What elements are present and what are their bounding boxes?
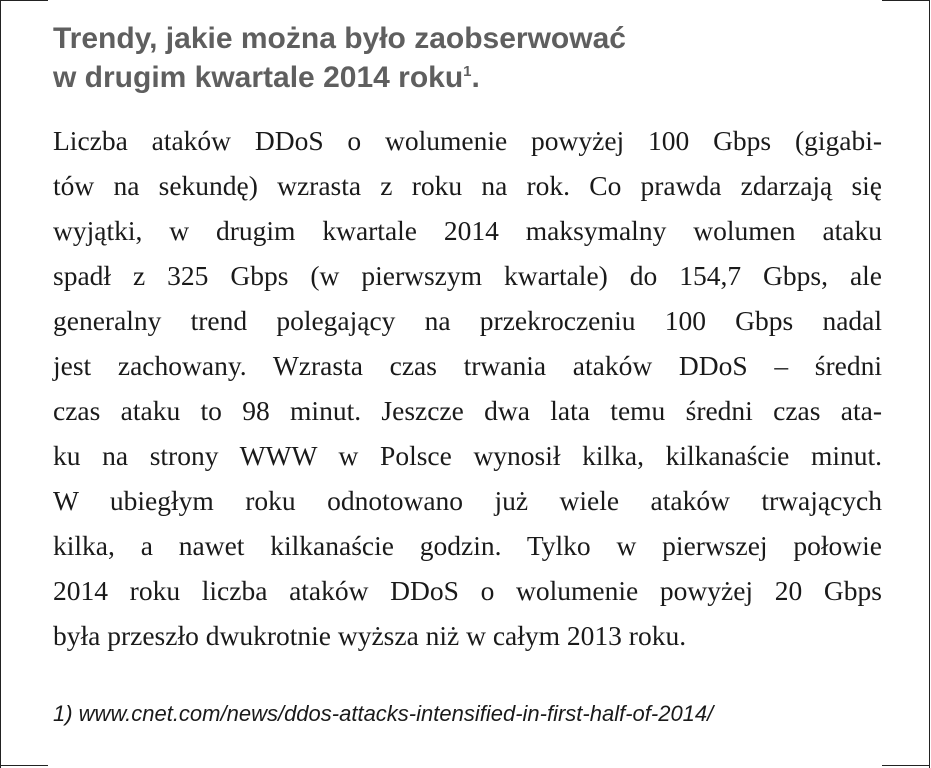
body-line: wyjątki, w drugim kwartale 2014 maksymalny wolumen ataku xyxy=(53,215,882,246)
body-line: W ubiegłym roku odnotowano już wiele ataków trwających xyxy=(53,485,882,516)
crop-mark-top-right xyxy=(882,0,930,1)
body-line: spadł z 325 Gbps (w pierwszym kwartale) do 154,7 Gbps, ale xyxy=(53,260,882,291)
title-end: . xyxy=(471,61,480,94)
box-title xyxy=(53,19,873,97)
body-line: Liczba ataków DDoS o wolumenie powyżej 100 Gbps (gigabi- xyxy=(53,125,882,156)
crop-mark-bottom-left xyxy=(0,765,48,766)
body-line: była przeszło dwukrotnie wyższa niż w całym 2013 roku. xyxy=(53,620,687,651)
body-line: czas ataku to 98 minut. Jeszcze dwa lata temu średni czas ata- xyxy=(53,395,882,426)
body-line: generalny trend polegający na przekroczeniu 100 Gbps nadal xyxy=(53,305,882,336)
body-line: ku na strony WWW w Polsce wynosił kilka, kilkanaście minut. xyxy=(53,440,882,471)
title-line-1: Trendy, jakie można było zaobserwować xyxy=(53,22,626,55)
title-footnote-ref: 1 xyxy=(463,63,472,80)
body-line: tów na sekundę) wzrasta z roku na rok. Co prawda zdarzają się xyxy=(53,170,882,201)
crop-mark-top-left xyxy=(0,0,48,1)
frame-right-border xyxy=(929,0,930,768)
body-paragraph xyxy=(53,118,882,658)
crop-mark-bottom-right xyxy=(882,765,930,766)
footnote: 1) www.cnet.com/news/ddos-attacks-intensified-in-first-half-of-2014/ xyxy=(53,701,714,726)
frame-left-border xyxy=(0,0,1,768)
body-line: kilka, a nawet kilkanaście godzin. Tylko w pierwszej połowie xyxy=(53,530,882,561)
body-line: jest zachowany. Wzrasta czas trwania ataków DDoS – średni xyxy=(53,350,882,381)
title-line-2: w drugim kwartale 2014 roku xyxy=(53,61,464,94)
body-line: 2014 roku liczba ataków DDoS o wolumenie powyżej 20 Gbps xyxy=(53,575,882,606)
